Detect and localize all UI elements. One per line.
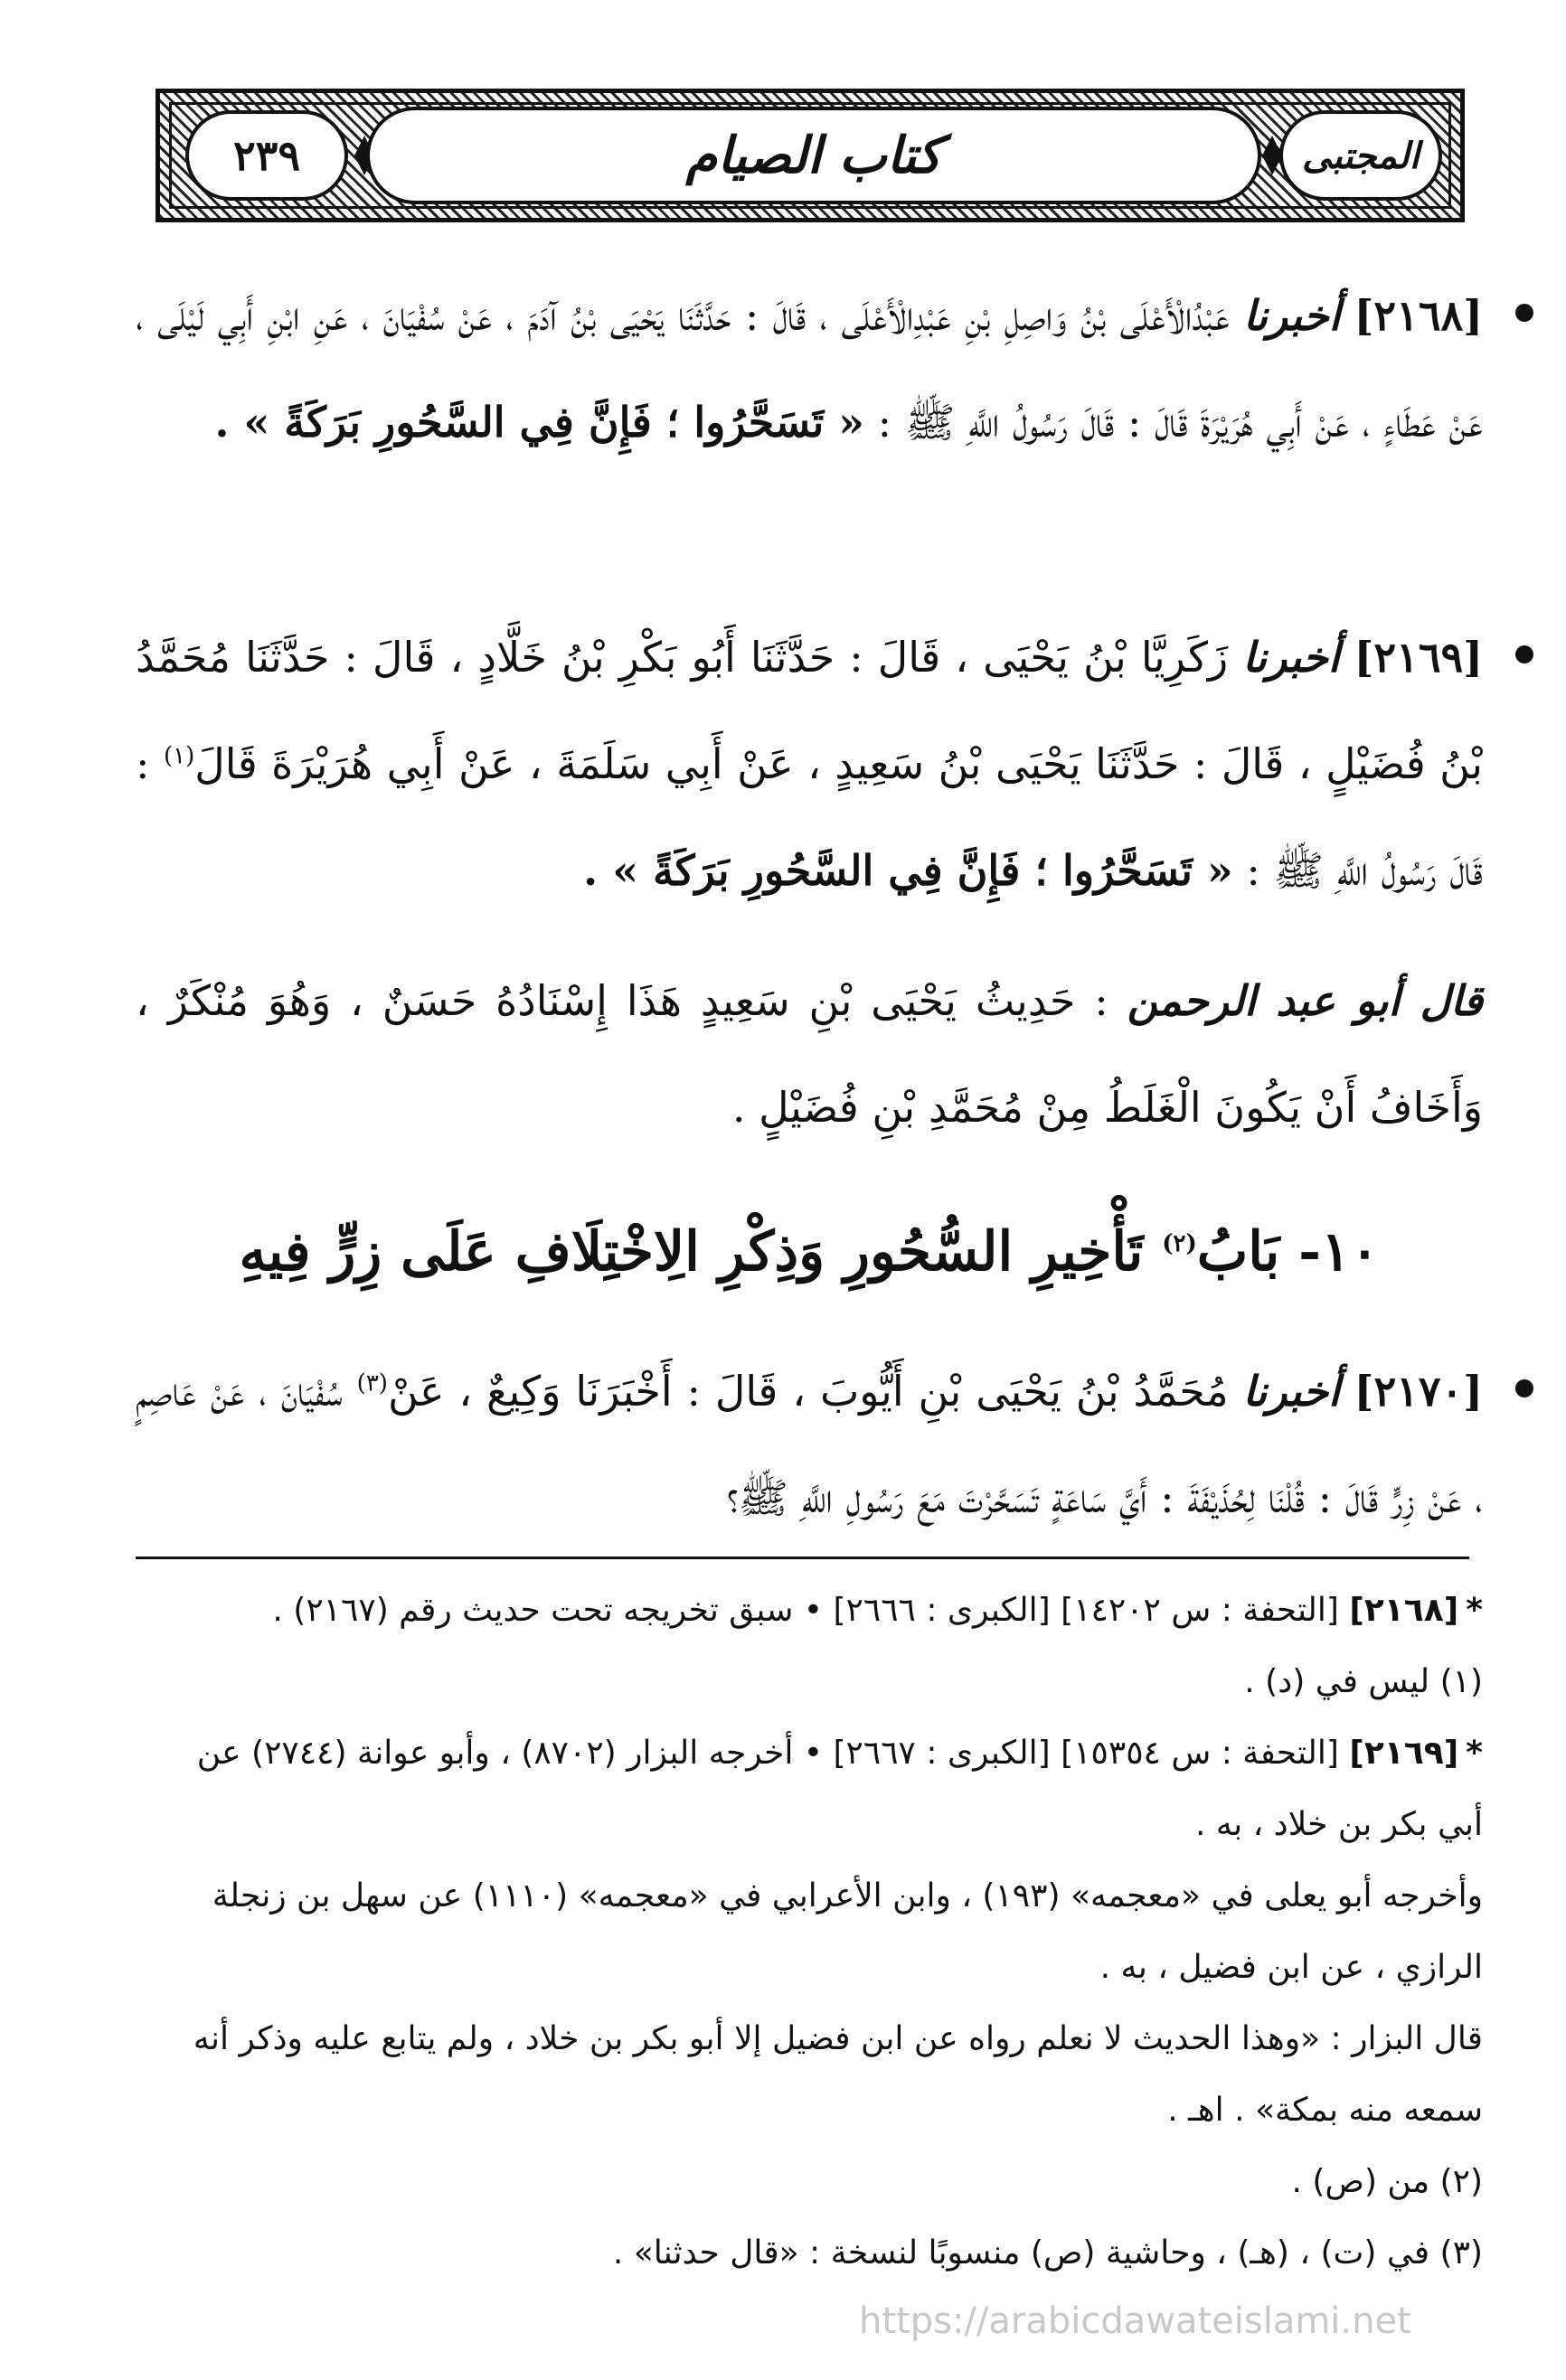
akhbarana-label: أخبرنا — [1243, 291, 1341, 340]
bullet-icon — [1515, 304, 1533, 322]
bab-number: ١٠- — [1298, 1220, 1380, 1284]
footnote-divider — [136, 1557, 1469, 1559]
bab-title: تَأْخِيرِ السُّحُورِ وَذِكْرِ الِاخْتِلَافِ عَلَى زِرٍّ فِيهِ — [239, 1220, 1144, 1284]
star-icon: * — [1466, 1735, 1483, 1772]
star-icon: * — [1466, 1592, 1483, 1629]
hadith-matn: « تَسَحَّرُوا ؛ فَإِنَّ فِي السَّحُورِ بَرَكَةً » . — [583, 846, 1233, 895]
chapter-heading — [136, 1207, 1483, 1297]
author-comment — [136, 947, 1483, 1161]
akhbarana-label: أخبرنا — [1242, 1367, 1340, 1416]
hadith-chain-end: : قَالَ رَسُولُ اللَّهِ ﷺ : — [136, 739, 1483, 895]
hadith-chain: عَبْدُالْأَعْلَى بْنُ وَاصِلِ بْنِ عَبْدِالْأَعْلَى ، قَالَ : حَدَّثَنَا يَحْيَى بْنُ آدَمَ ، عَنْ سُفْيَانَ ، عَنِ ابْنِ أَبِي لَيْلَى ، عَنْ عَطَاءٍ ، عَنْ أَبِي هُرَيْرَةَ قَالَ : قَالَ رَسُولُ اللَّهِ ﷺ : — [136, 291, 1483, 447]
chapter-title: كتاب الصيام — [366, 107, 1261, 204]
hadith-chain-cont: سُفْيَانَ ، عَنْ عَاصِمٍ ، عَنْ زِرٍّ قَالَ : قُلْنَا لِحُذَيْفَةَ : أَيَّ سَاعَةٍ تَسَحَّرْتَ مَعَ رَسُولِ اللَّهِ ﷺ؟ — [136, 1367, 1483, 1522]
footnote-text: [التحفة : س ١٥٣٥٤] [الكبرى : ٢٦٦٧] • أخرجه البزار (٨٧٠٢) ، وأبو عوانة (٢٧٤٤) عن أبي بكر بن خلاد ، به . — [196, 1735, 1483, 1843]
page-number: ٢٣٩ — [185, 110, 348, 201]
hadith-2170 — [136, 1338, 1483, 1551]
footnote-text: [التحفة : س ١٤٢٠٢] [الكبرى : ٢٦٦٦] • سبق تخريجه تحت حديث رقم (٢١٦٧) . — [272, 1592, 1339, 1629]
series-name: المجتبى — [1279, 110, 1442, 201]
hadith-2169 — [136, 604, 1483, 924]
footnote-item — [145, 1575, 1483, 1646]
hadith-chain: زَكَرِيَّا بْنُ يَحْيَى ، قَالَ : حَدَّثَنَا أَبُو بَكْرِ بْنُ خَلَّادٍ ، قَالَ : حَدَّثَنَا مُحَمَّدُ بْنُ فُضَيْلٍ ، قَالَ : حَدَّثَنَا يَحْيَى بْنُ سَعِيدٍ ، عَنْ أَبِي سَلَمَةَ ، عَنْ أَبِي هُرَيْرَةَ قَالَ — [136, 633, 1484, 788]
hadith-number: [٢١٦٩] — [1354, 633, 1484, 682]
hadith-number: [٢١٦٨] — [1354, 291, 1483, 340]
hadith-matn: « تَسَحَّرُوا ؛ فَإِنَّ فِي السَّحُورِ بَرَكَةً » . — [214, 398, 865, 447]
bullet-icon — [1515, 645, 1533, 663]
footnote-item — [145, 1646, 1483, 1717]
footnote-text: قال البزار : «وهذا الحديث لا نعلم رواه عن ابن فضيل إلا أبو بكر بن خلاد ، ولم يتابع عليه وذكر أنه سمعه منه بمكة» . اهـ . — [193, 2020, 1483, 2129]
footnote-marker: (٢) — [1162, 1230, 1197, 1257]
footnote-item — [145, 2146, 1483, 2217]
hadith-2168 — [136, 262, 1483, 475]
hadith-chain: مُحَمَّدُ بْنُ يَحْيَى بْنِ أَيُّوبَ ، قَالَ : أَخْبَرَنَا وَكِيعٌ ، عَنْ — [387, 1367, 1229, 1416]
bab-word: بَابُ — [1196, 1220, 1280, 1284]
comment-text: : حَدِيثُ يَحْيَى بْنِ سَعِيدٍ هَذَا إِسْنَادُهُ حَسَنٌ ، وَهُوَ مُنْكَرٌ ، وَأَخَافُ أَنْ يَكُونَ الْغَلَطُ مِنْ مُحَمَّدِ بْنِ فُضَيْلٍ . — [136, 976, 1483, 1132]
footnote-text: (٣) في (ت) ، (هـ) ، وحاشية (ص) منسوبًا لنسخة : «قال حدثنا» . — [612, 2234, 1483, 2272]
akhbarana-label: أخبرنا — [1242, 633, 1340, 682]
footnote-ref: [٢١٦٨] — [1349, 1592, 1459, 1629]
comment-speaker: قال أبو عبد الرحمن — [1127, 976, 1484, 1025]
footnote-text: وأخرجه أبو يعلى في «معجمه» (١٩٣) ، وابن الأعرابي في «معجمه» (١١١٠) عن سهل بن زنجلة الرازي ، عن ابن فضيل ، به . — [212, 1877, 1483, 1986]
bullet-icon — [1515, 1379, 1533, 1397]
footnote-item — [145, 2217, 1483, 2289]
watermark-url: https://arabicdawateislami.net — [859, 2300, 1411, 2342]
footnote-marker: (٣) — [356, 1369, 388, 1397]
footnote-item — [145, 2003, 1483, 2146]
footnote-ref: [٢١٦٩] — [1349, 1735, 1459, 1772]
footnote-text: (١) ليس في (د) . — [1244, 1663, 1483, 1700]
hadith-number: [٢١٧٠] — [1354, 1367, 1484, 1416]
footnotes — [145, 1575, 1483, 2289]
footnote-text: (٢) من (ص) . — [1291, 2163, 1483, 2200]
footnote-item — [145, 1717, 1483, 1860]
footnote-marker: (١) — [163, 742, 195, 770]
footnote-item — [145, 1860, 1483, 2003]
